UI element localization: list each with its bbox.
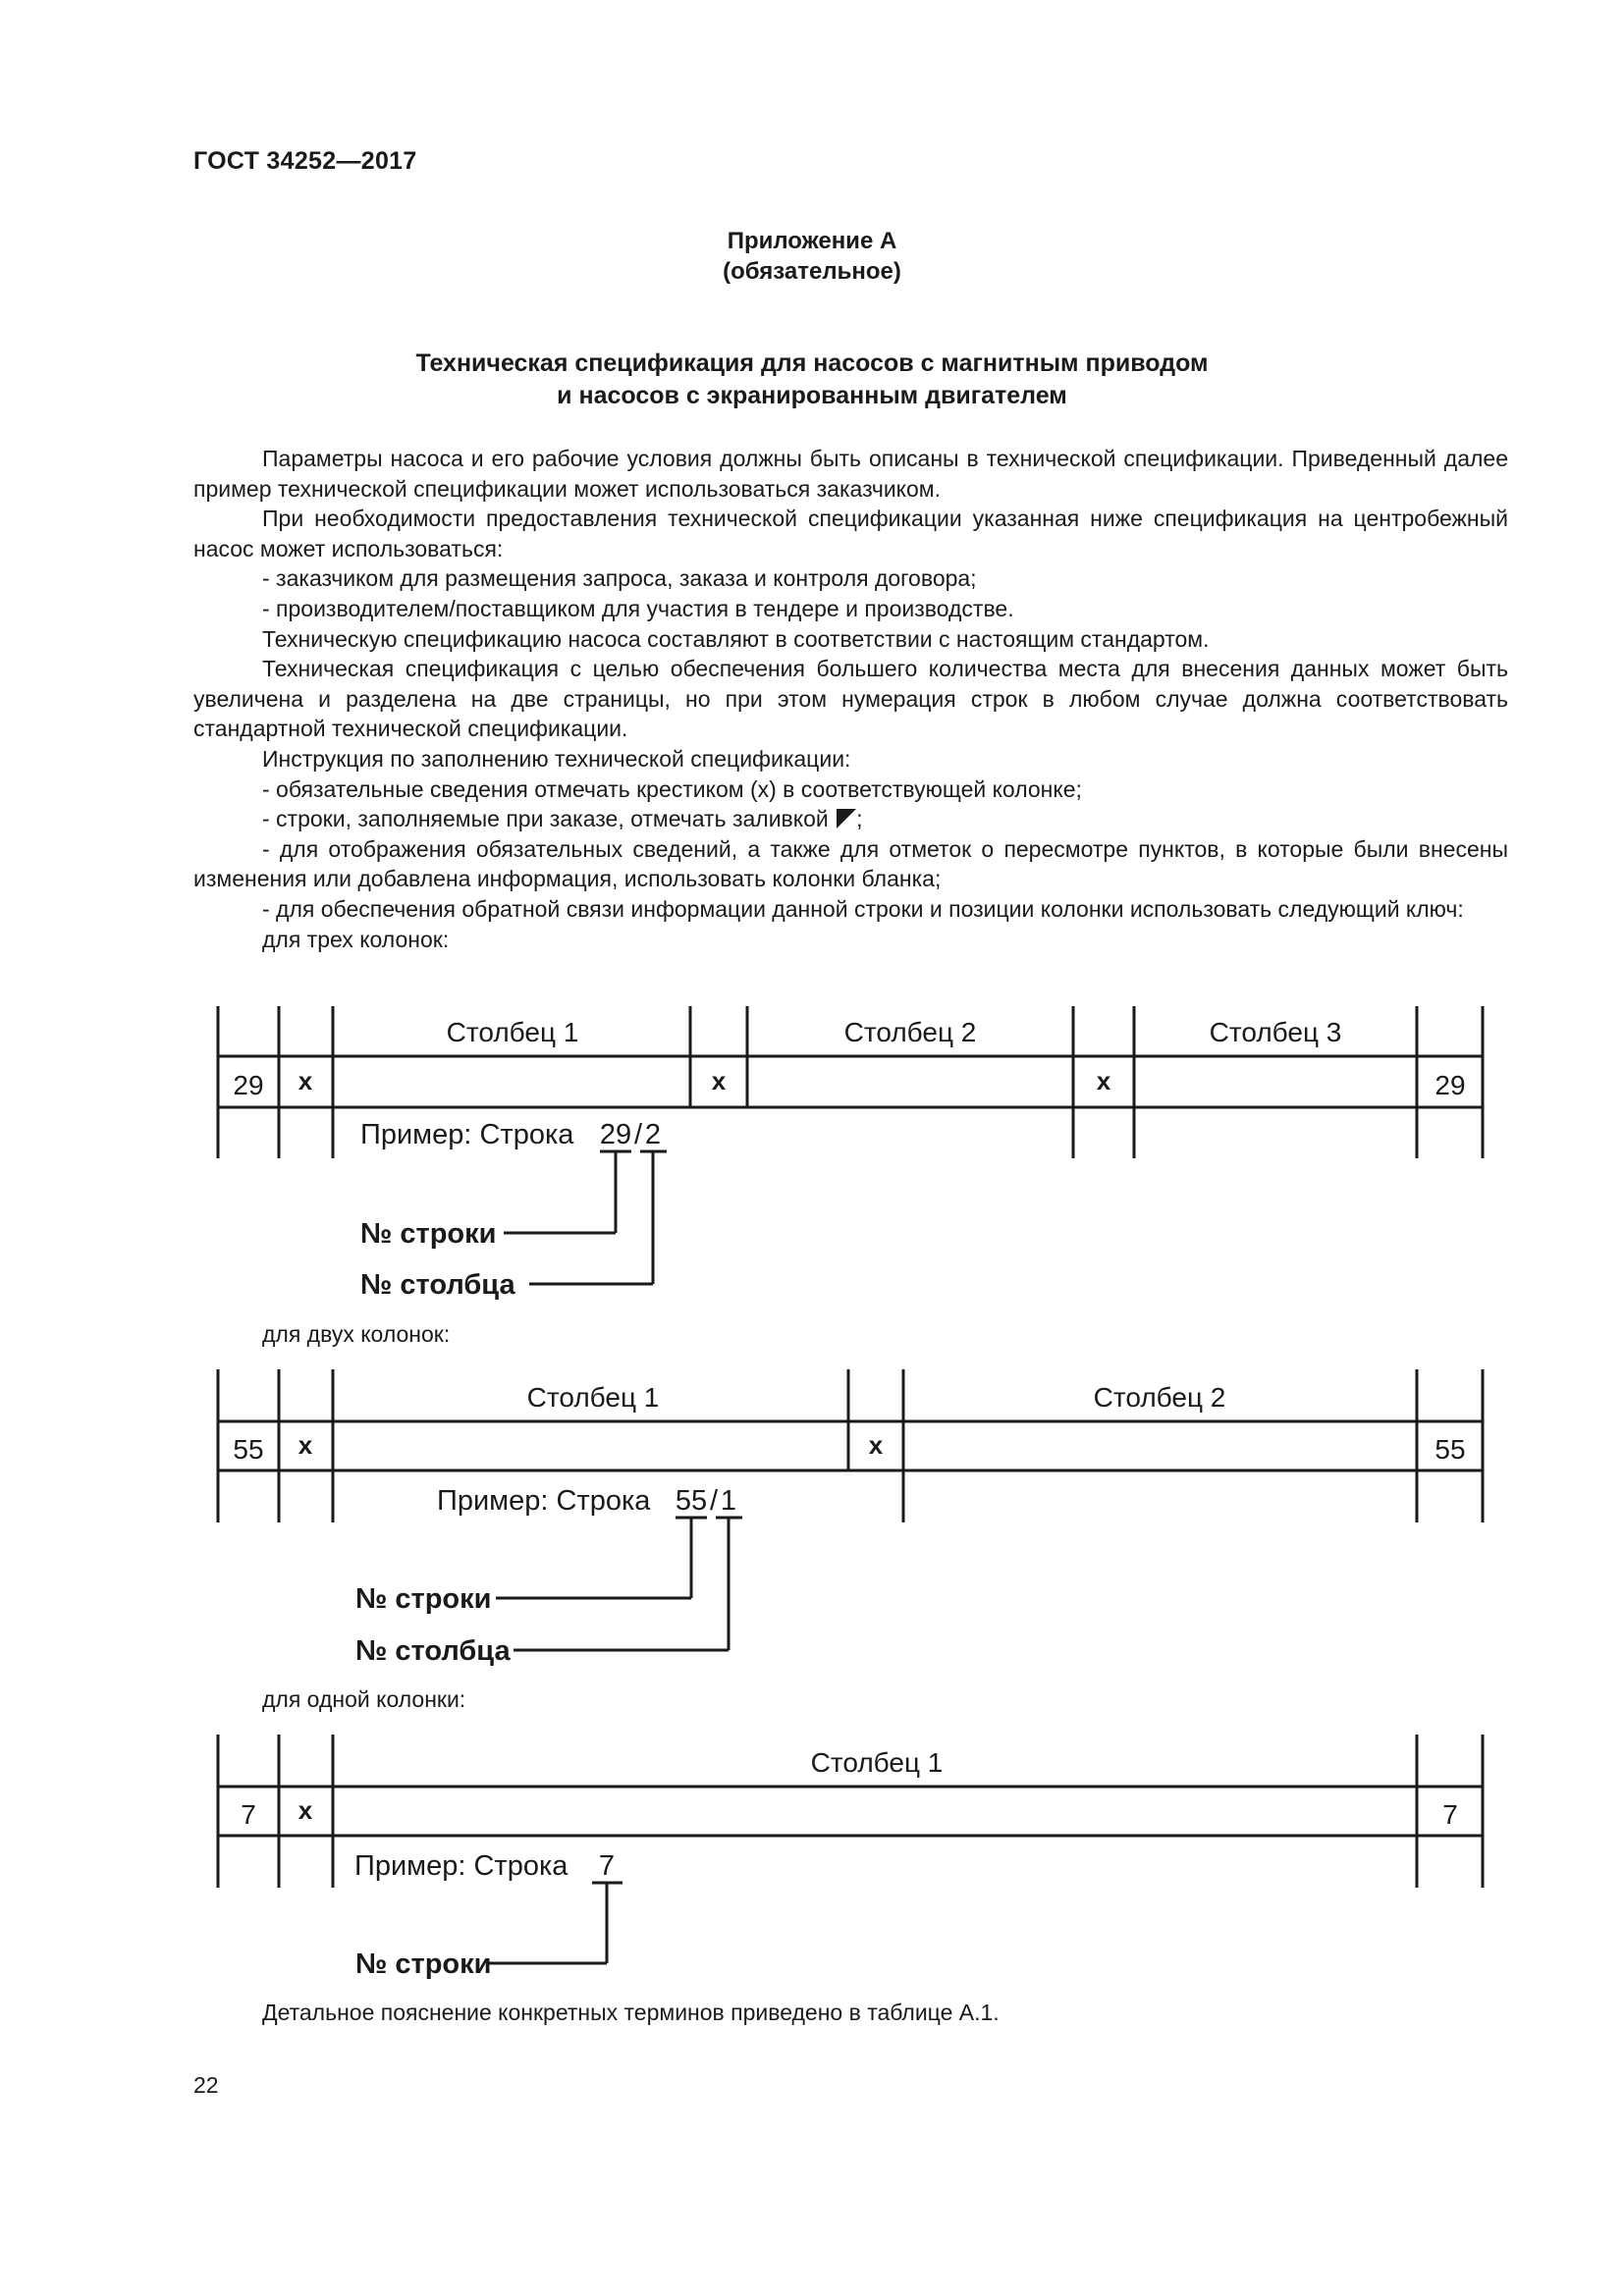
- paragraph: При необходимости предоставления технической спецификации указанная ниже спецификация на центробежный насос может использоваться:: [193, 506, 1508, 561]
- list-item: - для отображения обязательных сведений, а также для отметок о пересмотре пунктов, в которые были внесены изменения или добавлена информация, использовать колонки бланка;: [193, 835, 1508, 892]
- key-column-label: № столбца: [355, 1635, 511, 1667]
- mark-cell: x: [298, 1430, 313, 1460]
- row-number: 55: [1435, 1434, 1466, 1465]
- paragraph: Инструкция по заполнению технической спецификации:: [262, 745, 851, 772]
- paragraph: Параметры насоса и его рабочие условия должны быть описаны в технической спецификации. Приведенный далее пример технической спецификации может использоваться заказчиком.: [193, 446, 1508, 502]
- example-column: 1: [720, 1485, 737, 1517]
- list-item: [193, 804, 1508, 834]
- list-item: - заказчиком для размещения запроса, заказа и контроля договора;: [262, 565, 977, 592]
- column-header: Столбец 1: [810, 1747, 944, 1778]
- page-number: 22: [193, 2072, 219, 2098]
- key-row-label: № строки: [355, 1583, 492, 1615]
- fill-mark-icon: [837, 809, 856, 828]
- row-number: 7: [1442, 1799, 1458, 1830]
- example-prefix: Пример: Строка: [354, 1850, 568, 1882]
- row-number: 29: [1435, 1070, 1466, 1100]
- list-item: - производителем/поставщиком для участия в тендере и производстве.: [262, 595, 1014, 621]
- list-item: - для обеспечения обратной связи информации данной строки и позиции колонки использовать следующий ключ:: [262, 895, 1464, 922]
- diagram-label: для двух колонок:: [262, 1321, 451, 1347]
- mark-cell: x: [711, 1066, 727, 1095]
- mark-cell: x: [868, 1430, 884, 1460]
- column-header: Столбец 2: [843, 1017, 977, 1047]
- paragraph: Техническая спецификация с целью обеспечения большего количества места для внесения данных может быть увеличена и разделена на две страницы, но при этом нумерация строк в любом случае должна соответствовать стандартной технической спецификации.: [193, 656, 1508, 742]
- paragraph: Техническую спецификацию насоса составляют в соответствии с настоящим стандартом.: [262, 625, 1210, 652]
- mark-cell: x: [298, 1066, 313, 1095]
- column-header: Столбец 1: [526, 1382, 660, 1413]
- annex-heading: [0, 226, 1624, 287]
- section-title-line2: и насосов с экранированным двигателем: [557, 382, 1067, 409]
- mark-cell: x: [1096, 1066, 1111, 1095]
- table-reference-note: Детальное пояснение конкретных терминов приведено в таблице А.1.: [262, 2000, 1000, 2025]
- list-item-text: - строки, заполняемые при заказе, отмечать заливкой: [262, 806, 829, 832]
- example-row: 55: [675, 1485, 708, 1517]
- column-header: Столбец 3: [1209, 1017, 1342, 1047]
- annex-title: Приложение А: [727, 228, 897, 254]
- example-slash: /: [633, 1119, 643, 1150]
- example-row: 29: [599, 1119, 632, 1150]
- section-title: [0, 347, 1624, 412]
- example-prefix: Пример: Строка: [437, 1485, 651, 1517]
- mark-cell: x: [298, 1795, 313, 1825]
- column-header: Столбец 2: [1093, 1382, 1226, 1413]
- diagram-grid: [218, 1369, 1483, 1522]
- body-text: [193, 444, 1508, 954]
- key-row-label: № строки: [360, 1218, 497, 1250]
- key-leaders: [488, 1883, 623, 1963]
- diagram-two-columns: [0, 1358, 1624, 1682]
- diagram-label: для одной колонки:: [262, 1686, 466, 1712]
- key-leaders: [504, 1151, 667, 1284]
- key-row-label: № строки: [355, 1949, 492, 1980]
- row-number: 29: [233, 1070, 264, 1100]
- row-number: 55: [233, 1434, 264, 1465]
- section-title-line1: Техническая спецификация для насосов с магнитным приводом: [415, 349, 1209, 377]
- example-prefix: Пример: Строка: [360, 1119, 574, 1150]
- key-column-label: № столбца: [360, 1269, 515, 1301]
- document-code: ГОСТ 34252—2017: [193, 147, 417, 175]
- annex-status: (обязательное): [723, 258, 901, 285]
- row-number: 7: [241, 1799, 256, 1830]
- diagram-one-column: [0, 1723, 1624, 1988]
- diagram-three-columns: [0, 991, 1624, 1315]
- example-column: 2: [644, 1119, 662, 1150]
- list-item-end: ;: [856, 806, 863, 832]
- column-header: Столбец 1: [446, 1017, 579, 1047]
- key-leaders: [496, 1518, 742, 1650]
- list-item: - обязательные сведения отмечать крестиком (x) в соответствующей колонке;: [262, 775, 1082, 802]
- diagram-label: для трех колонок:: [262, 926, 450, 952]
- example-row: 7: [598, 1850, 616, 1882]
- example-slash: /: [709, 1485, 719, 1517]
